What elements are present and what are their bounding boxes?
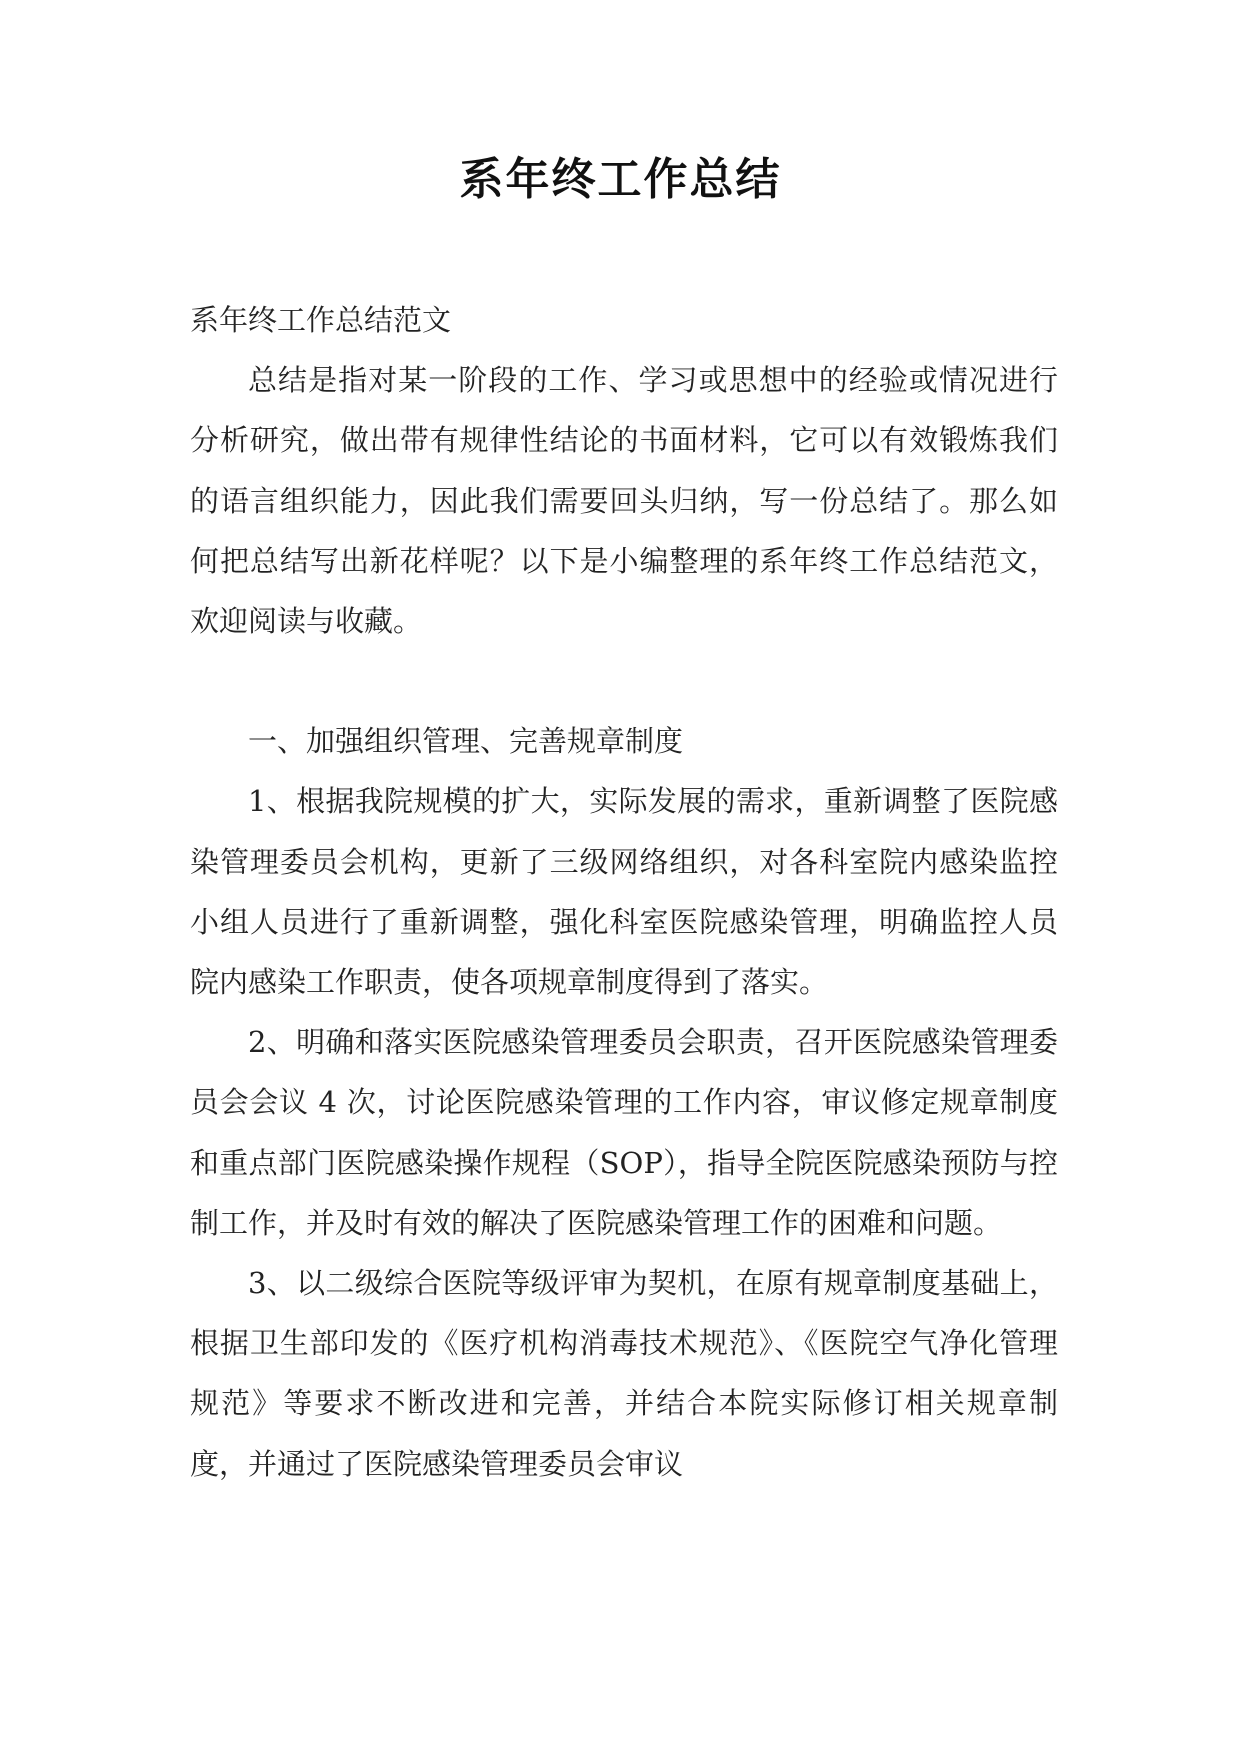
document-body	[190, 290, 1058, 1494]
section-heading: 一、加强组织管理、完善规章制度	[248, 724, 684, 759]
document-subtitle: 系年终工作总结范文	[190, 303, 452, 337]
body-paragraph-3: 3、以二级综合医院等级评审为契机，在原有规章制度基础上，根据卫生部印发的《医疗机构消毒技术规范》、《医院空气净化管理规范》等要求不断改进和完善，并结合本院实际修订相关规章制度，并通过了医院感染管理委员会审议	[190, 1266, 1058, 1481]
paragraph-spacer	[190, 651, 1058, 711]
body-paragraph-1: 1、根据我院规模的扩大，实际发展的需求，重新调整了医院感染管理委员会机构，更新了三级网络组织，对各科室院内感染监控小组人员进行了重新调整，强化科室医院感染管理，明确监控人员院内感染工作职责，使各项规章制度得到了落实。	[190, 784, 1058, 1000]
intro-paragraph: 总结是指对某一阶段的工作、学习或思想中的经验或情况进行分析研究，做出带有规律性结论的书面材料，它可以有效锻炼我们的语言组织能力，因此我们需要回头归纳，写一份总结了。那么如何把总结写出新花样呢？以下是小编整理的系年终工作总结范文，欢迎阅读与收藏。	[190, 363, 1058, 639]
document-title: 系年终工作总结	[459, 154, 782, 205]
body-paragraph-2: 2、明确和落实医院感染管理委员会职责，召开医院感染管理委员会会议 4 次，讨论医院感染管理的工作内容，审议修定规章制度和重点部门医院感染操作规程（SOP），指导全院医院感染预防与控制工作，并及时有效的解决了医院感染管理工作的困难和问题。	[190, 1025, 1058, 1240]
